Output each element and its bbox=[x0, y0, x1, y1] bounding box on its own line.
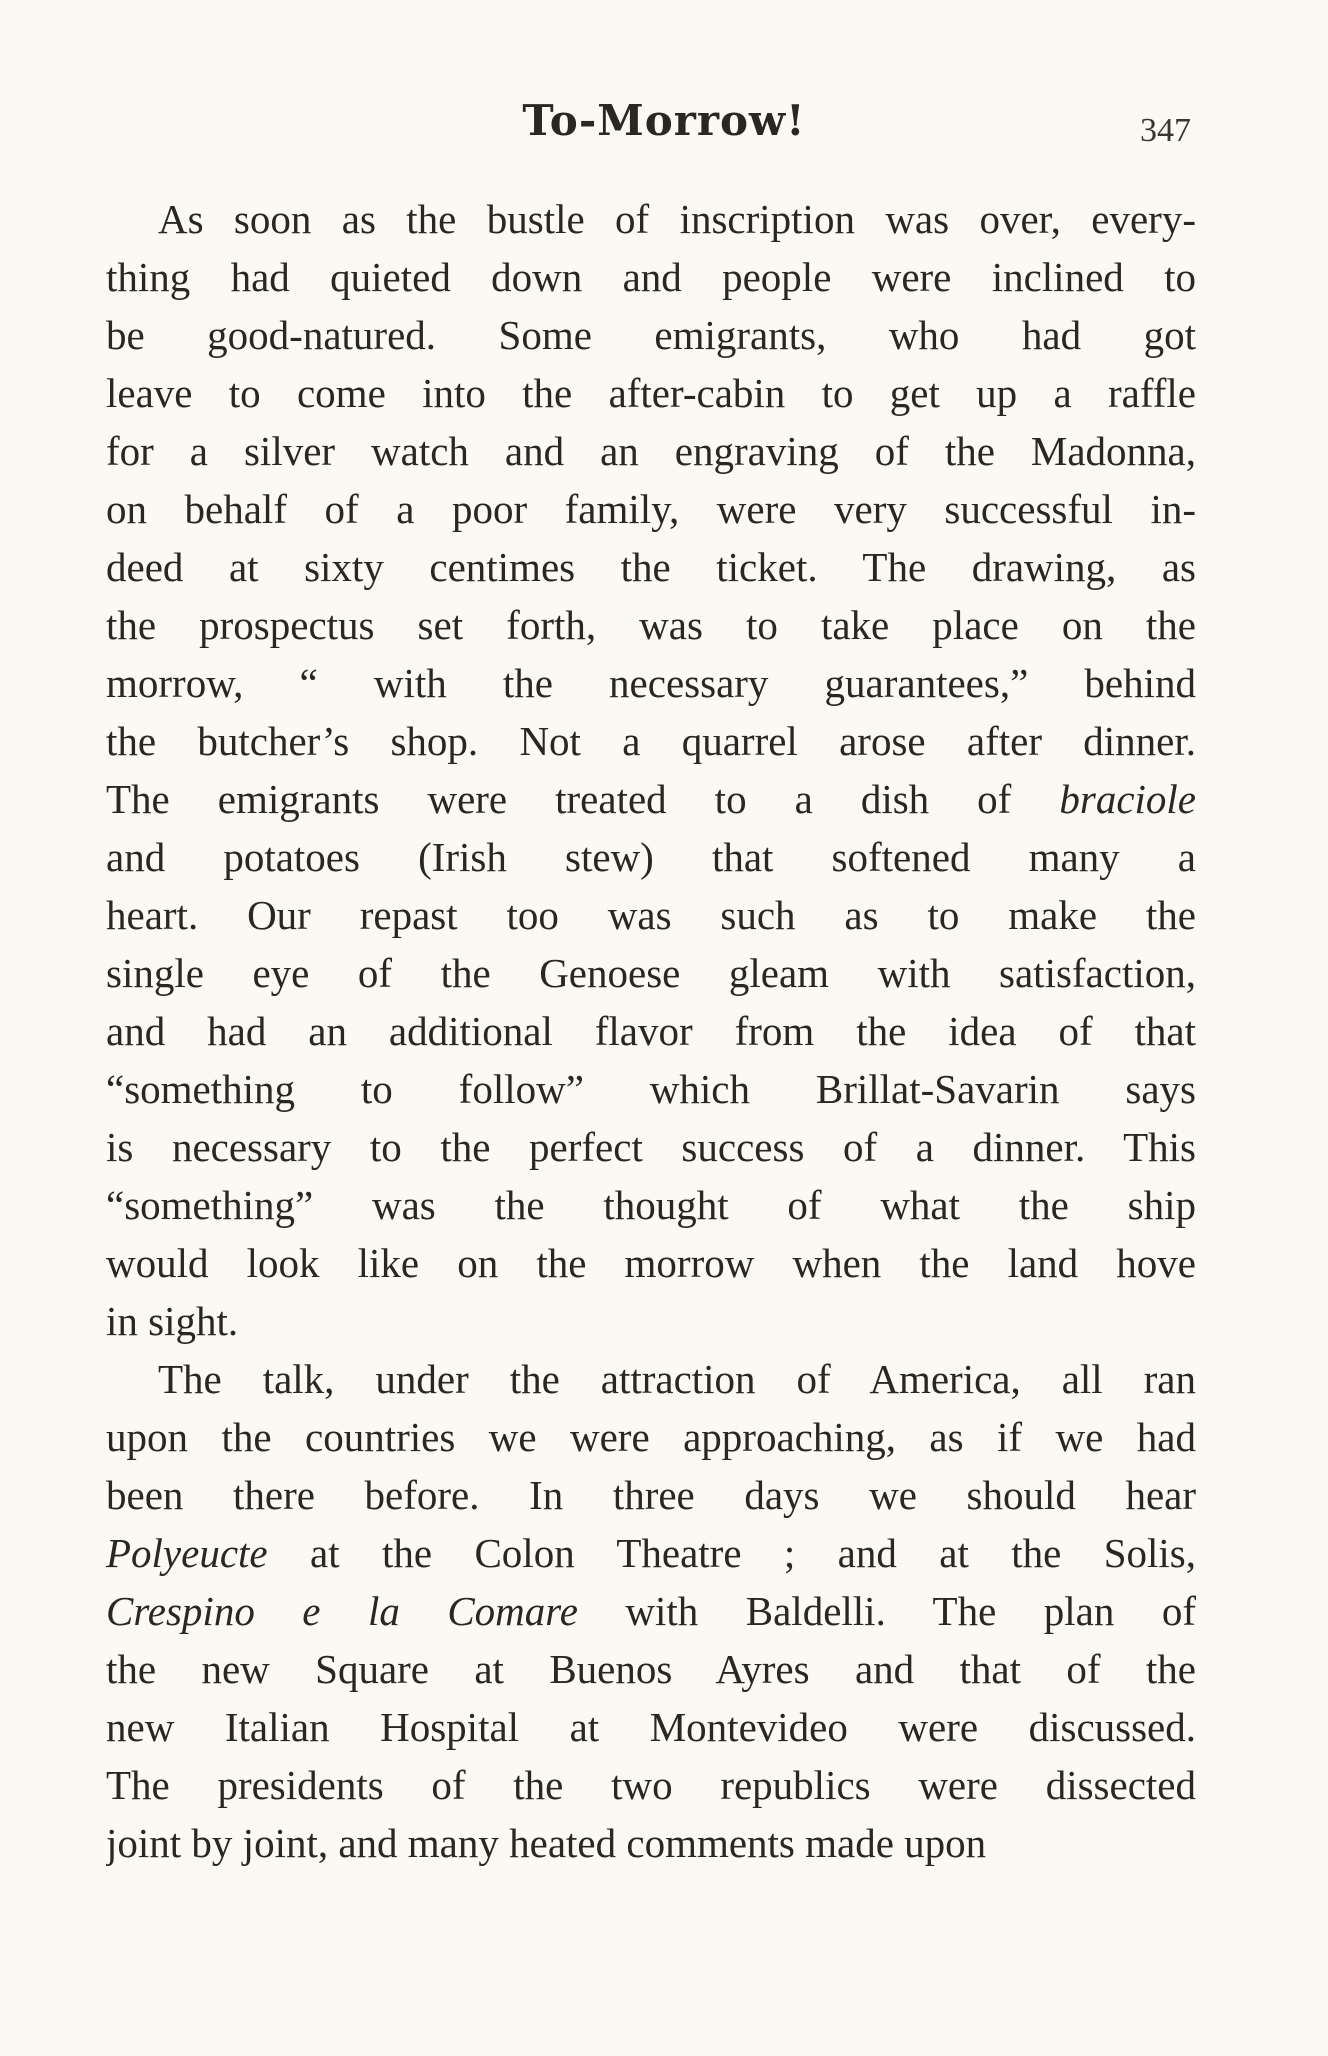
text-line: joint by joint, and many heated comments made upon bbox=[106, 1820, 987, 1866]
text-line: “something” was the thought of what the ship bbox=[106, 1182, 1196, 1228]
text-line: single eye of the Genoese gleam with satisfaction, bbox=[106, 950, 1196, 996]
text-line: Crespino e la Comare with Baldelli. The plan of bbox=[106, 1588, 1196, 1634]
text-line: new Italian Hospital at Montevideo were discussed. bbox=[106, 1704, 1196, 1750]
text-line: The emigrants were treated to a dish of braciole bbox=[106, 776, 1196, 822]
text-line: The presidents of the two republics were dissected bbox=[106, 1762, 1196, 1808]
italic-term: Polyeucte bbox=[106, 1530, 268, 1576]
text-line: morrow, “ with the necessary guarantees,” behind bbox=[106, 660, 1196, 706]
body-text bbox=[106, 190, 1196, 1872]
text-line: in sight. bbox=[106, 1298, 239, 1344]
text-line: thing had quieted down and people were inclined to bbox=[106, 254, 1196, 300]
paragraph bbox=[106, 1350, 1196, 1872]
text-line: deed at sixty centimes the ticket. The drawing, as bbox=[106, 544, 1196, 590]
page-number: 347 bbox=[1140, 112, 1191, 149]
text-line: The talk, under the attraction of America, all ran bbox=[158, 1356, 1196, 1402]
italic-term: braciole bbox=[1059, 776, 1196, 822]
text-line: heart. Our repast too was such as to make the bbox=[106, 892, 1196, 938]
text-line: been there before. In three days we should hear bbox=[106, 1472, 1196, 1518]
text-line: would look like on the morrow when the land hove bbox=[106, 1240, 1196, 1286]
text-line: Polyeucte at the Colon Theatre ; and at the Solis, bbox=[106, 1530, 1196, 1576]
italic-term: Crespino e la Comare bbox=[106, 1588, 578, 1634]
text-line: the butcher’s shop. Not a quarrel arose after dinner. bbox=[106, 718, 1196, 764]
text-line: and had an additional flavor from the idea of that bbox=[106, 1008, 1196, 1054]
text-line: for a silver watch and an engraving of the Madonna, bbox=[106, 428, 1196, 474]
text-line: “something to follow” which Brillat-Savarin says bbox=[106, 1066, 1196, 1112]
text-line: As soon as the bustle of inscription was over, every- bbox=[158, 196, 1196, 242]
text-line: and potatoes (Irish stew) that softened many a bbox=[106, 834, 1196, 880]
text-line: be good-natured. Some emigrants, who had got bbox=[106, 312, 1196, 358]
text-line: is necessary to the perfect success of a dinner. This bbox=[106, 1124, 1196, 1170]
paragraph bbox=[106, 190, 1196, 1350]
text-line: the prospectus set forth, was to take place on the bbox=[106, 602, 1196, 648]
page-title: To-Morrow! bbox=[522, 96, 806, 145]
text-line: the new Square at Buenos Ayres and that of the bbox=[106, 1646, 1196, 1692]
text-line: upon the countries we were approaching, as if we had bbox=[106, 1414, 1196, 1460]
running-head bbox=[0, 96, 1328, 166]
text-line: leave to come into the after-cabin to get up a raffle bbox=[106, 370, 1196, 416]
text-line: on behalf of a poor family, were very successful in- bbox=[106, 486, 1196, 532]
